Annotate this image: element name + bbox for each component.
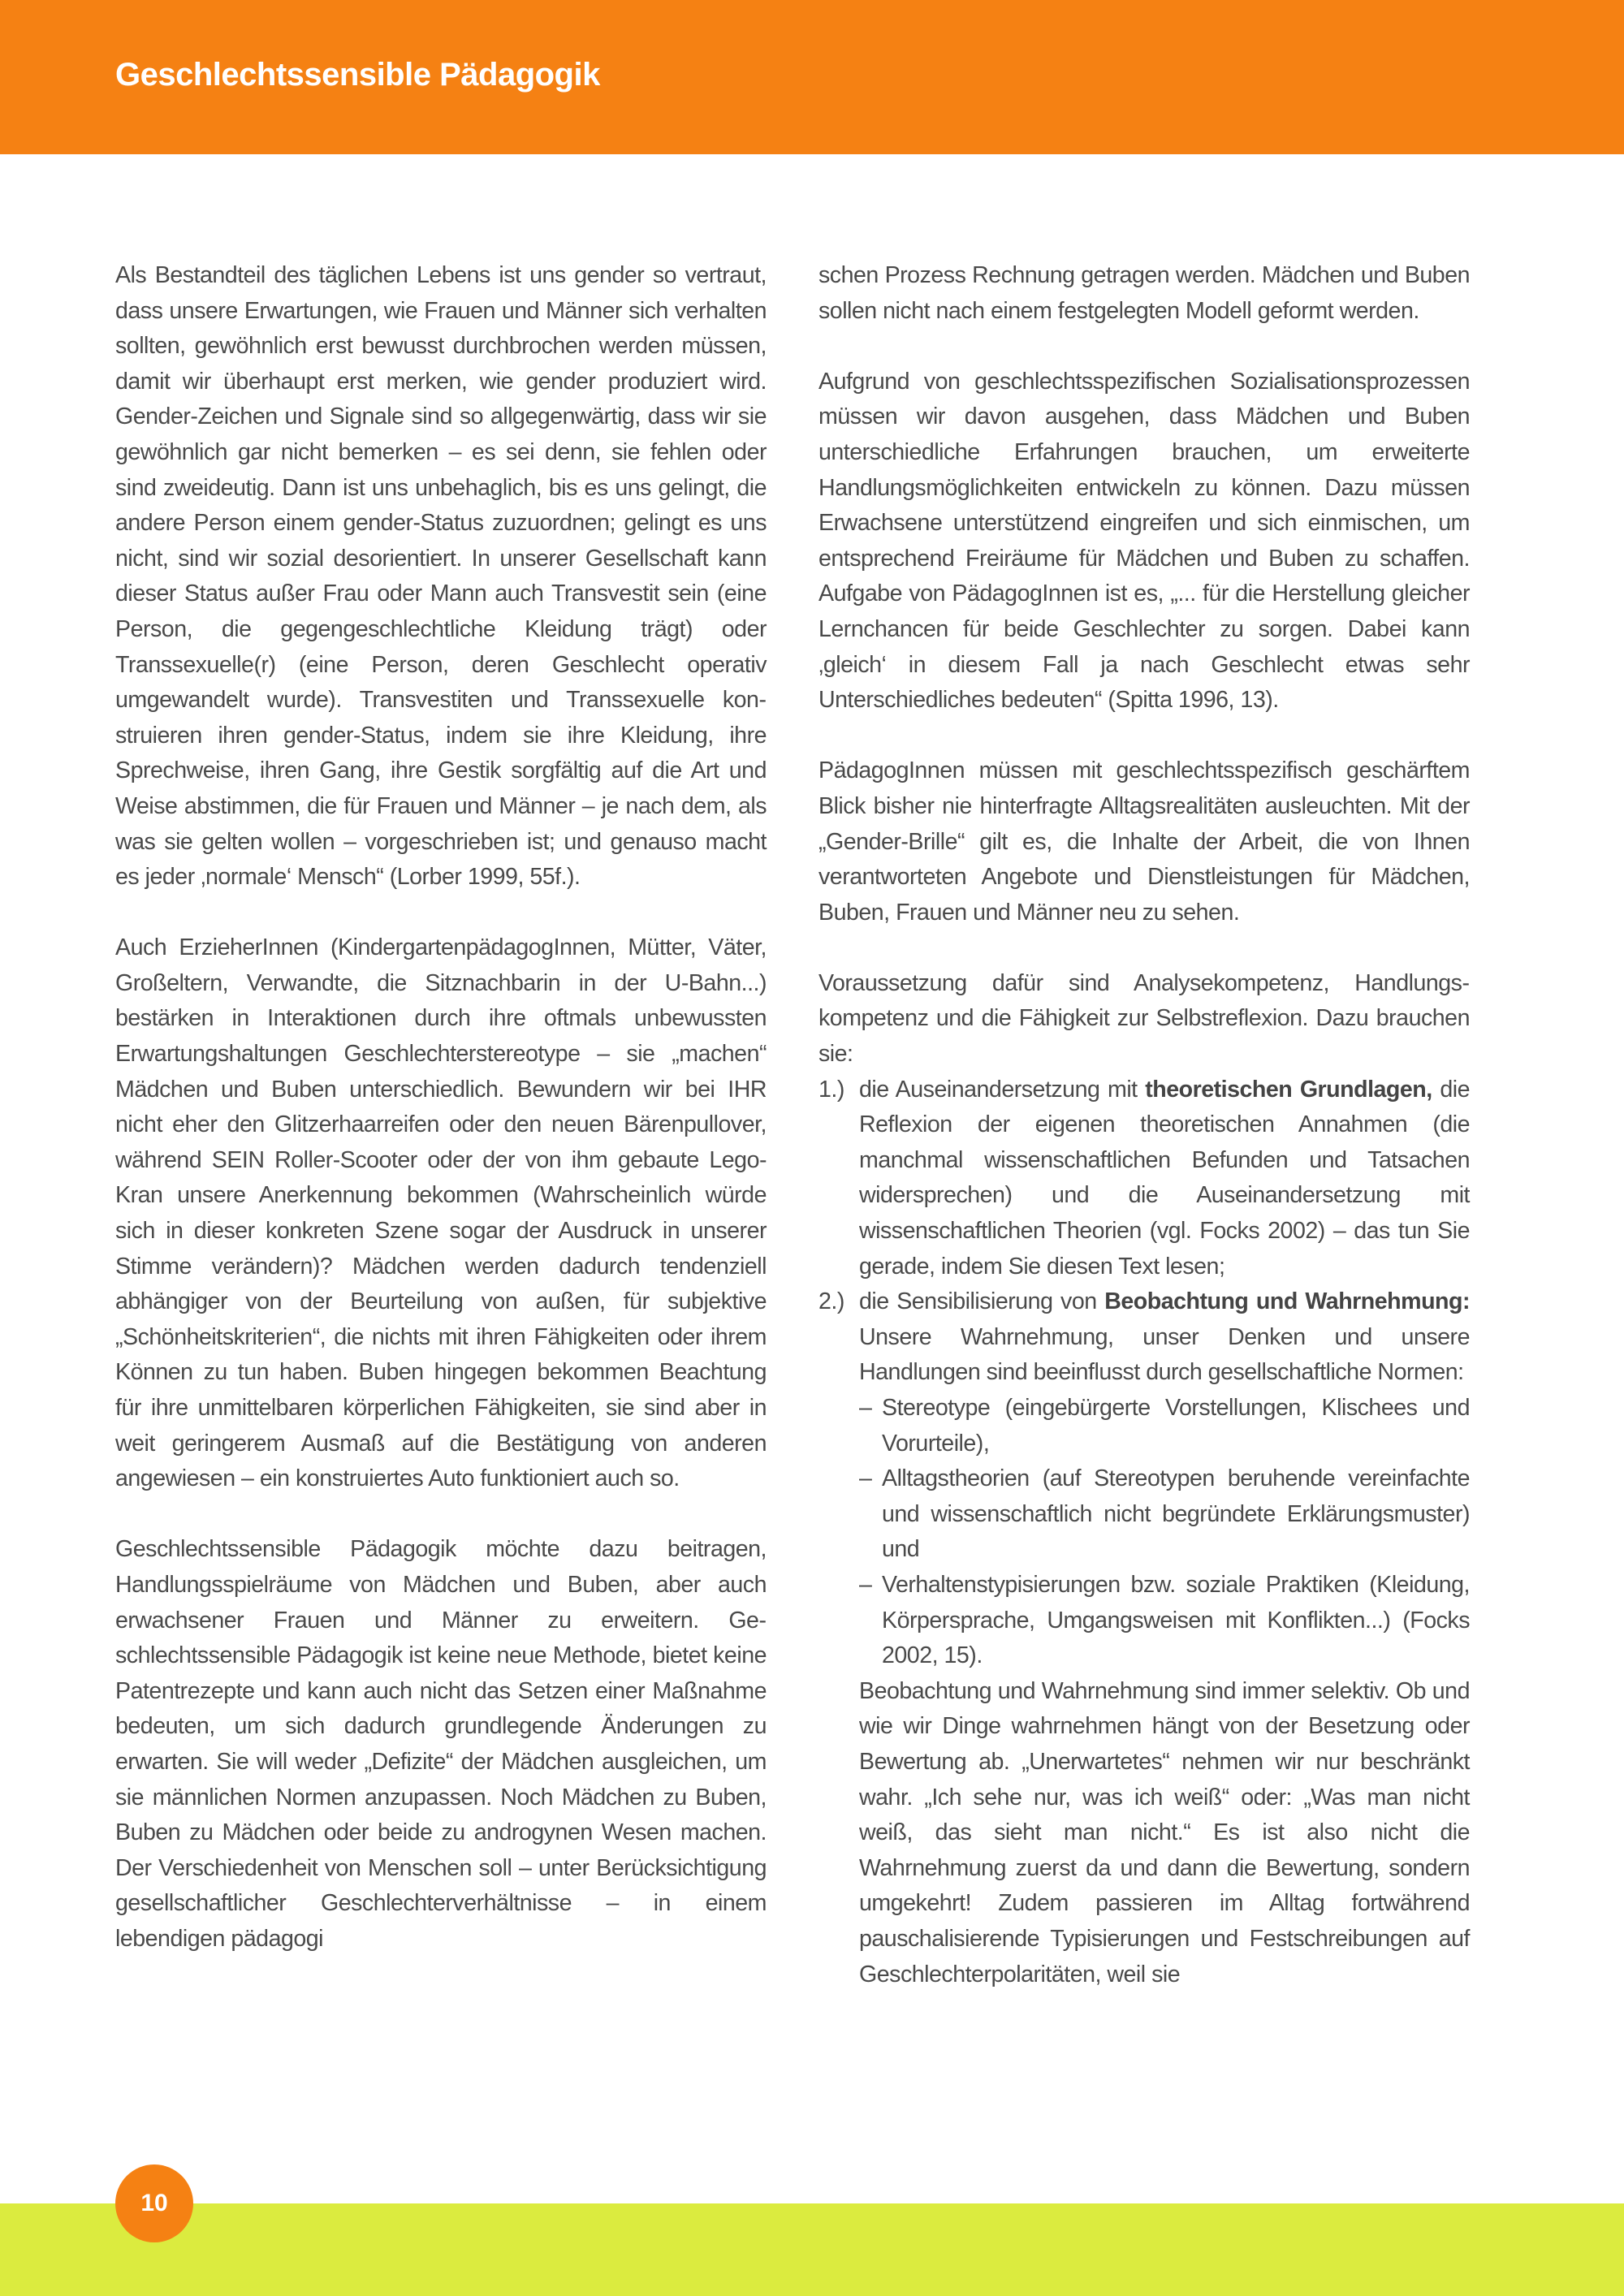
page-header [0, 0, 1624, 154]
page-number: 10 [140, 2190, 168, 2216]
sub-list-item-text: Alltagstheorien (auf Stereotypen beruhende vereinfachte und wissenschaftlich nicht begründete Erklärungsmuster) und [882, 1465, 1470, 1563]
list-item-text: die Sensibilisierung von [859, 1288, 1105, 1315]
sub-list-item [859, 1461, 1470, 1568]
paragraph: PädagogInnen müssen mit geschlechtsspezifisch geschärftem Blick bisher nie hinterfragte Alltagsrealitäten ausleuchten. Mit der „Gender-Brille“ gilt es, die Inhalte der Arbeit, die von Ihnen verantworteten Angebote und Dienstleistungen für Mädchen, Buben, Frauen und Männer neu zu sehen. [818, 757, 1470, 926]
list-marker: 1.) [818, 1076, 844, 1103]
page-title: Geschlechtssensible Pädagogik [115, 57, 600, 93]
paragraph: Auch ErzieherInnen (KindergartenpädagogInnen, Mütter, Väter, Großeltern, Verwandte, die Sitznachbarin in der U-Bahn...) bestärken in Interaktionen durch ihre oftmals unbewussten Erwartungshaltungen Geschlechterstereotype – sie „machen“ Mädchen und Buben unterschiedlich. Bewundern wir bei IHR nicht eher den Glitzerhaarreifen oder den neuen Bärenpullover, während SEIN Roller-Scooter oder der von ihm gebaute Lego-Kran unsere Anerkennung bekommen (Wahrscheinlich würde sich in dieser konkreten Szene sogar der Ausdruck in unserer Stimme verändern)? Mädchen werden dadurch tendenziell abhängiger von der Beurteilung von außen, für subjektive „Schönheitskriterien“, die nichts mit ihren Fähigkeiten oder ihrem Können zu tun haben. Buben hingegen bekommen Beachtung für ihre unmittelbaren körperlichen Fähigkeiten, sie sind aber in weit geringerem Ausmaß auf die Bestätigung von anderen angewiesen – ein konstruiertes Auto funktioniert auch so. [115, 934, 767, 1492]
list-item-text: die Auseinandersetzung mit [859, 1076, 1146, 1103]
list-marker: 2.) [818, 1288, 844, 1315]
sub-list-item-text: Stereotype (eingebürgerte Vorstellungen, Klischees und Vorurteile), [882, 1395, 1470, 1457]
paragraph: Aufgrund von geschlechtsspezifischen Sozialisationsprozessen müssen wir davon ausgehen, dass Mädchen und Buben unterschiedliche Erfahrungen brauchen, um erweiterte Handlungsmöglichkeiten entwickeln zu können. Dazu müssen Erwachsene unterstützend eingreifen und sich einmischen, um entsprechend Freiräume für Mädchen und Buben zu schaffen. Aufgabe von PädagogInnen ist es, „... für die Herstellung gleicher Lernchancen für beide Geschlechter zu sorgen. Dabei kann ‚gleich‘ in diesem Fall ja nach Geschlecht etwas sehr Unterschiedliches bedeuten“ (Spitta 1996, 13). [818, 368, 1470, 714]
list-item-text: Unsere Wahrnehmung, unser Denken und unsere Handlungen sind beeinflusst durch gesellschaftliche Normen: [859, 1323, 1470, 1386]
sub-list-item [859, 1568, 1470, 1674]
left-column [115, 258, 767, 1957]
dash-list [859, 1391, 1470, 1674]
dash-marker: – [859, 1571, 872, 1598]
numbered-list [818, 1072, 1470, 1674]
sub-list-item [859, 1391, 1470, 1461]
paragraph: Geschlechtssensible Pädagogik möchte dazu beitragen, Handlungsspielräume von Mädchen und Buben, aber auch erwachsener Frauen und Männer zu erweitern. Geschlechtssensible Pädagogik ist keine neue Methode, bietet keine Patentrezepte und kann auch nicht das Setzen einer Maßnahme bedeuten, um sich dadurch grundlegende Änderungen zu erwarten. Sie will weder „Defizite“ der Mädchen ausgleichen, um sie männlichen Normen anzupassen. Noch Mädchen zu Buben, Buben zu Mädchen oder beide zu androgynen Wesen machen. Der Verschiedenheit von Menschen soll – unter Berücksichtigung gesellschaftlicher Geschlechterverhältnisse – in einem lebendigen pädagogi [115, 1536, 767, 1952]
list-item-emphasis: theoretischen Grundlagen, [1145, 1076, 1432, 1103]
sub-list-item-text: Verhaltenstypisierungen bzw. soziale Praktiken (Kleidung, Körpersprache, Umgangsweisen mit Konflikten...) (Focks 2002, 15). [882, 1571, 1470, 1669]
paragraph: Beobachtung und Wahrnehmung sind immer selektiv. Ob und wie wir Dinge wahrnehmen hängt von der Besetzung oder Bewertung ab. „Unerwartetes“ nehmen wir nur beschränkt wahr. „Ich sehe nur, was ich weiß“ oder: „Was man nicht weiß, das sieht man nicht.“ Es ist also nicht die Wahrnehmung zuerst da und dann die Bewertung, sondern umgekehrt! Zudem passieren im Alltag fortwährend pauschalisierende Typisierungen und Festschreibungen auf Geschlechterpolaritäten, weil sie [859, 1677, 1470, 1987]
list-item [818, 1284, 1470, 1674]
page-number-badge [115, 2164, 193, 2242]
paragraph: schen Prozess Rechnung getragen werden. Mädchen und Buben sollen nicht nach einem festgelegten Modell geformt werden. [818, 262, 1470, 324]
right-column [818, 258, 1470, 1992]
footer-band [0, 2203, 1624, 2296]
dash-marker: – [859, 1465, 872, 1492]
paragraph: Voraussetzung dafür sind Analysekompetenz, Handlungskompetenz und die Fähigkeit zur Selbstreflexion. Dazu brauchen sie: [818, 969, 1470, 1068]
list-item-text: die Reflexion der eigenen theoretischen Annahmen (die manchmal wissenschaftlichen Befunden und Tatsachen widersprechen) und die Auseinandersetzung mit wissenschaftlichen Theorien (vgl. Focks 2002) – das tun Sie gerade, indem Sie diesen Text lesen; [859, 1076, 1470, 1280]
dash-marker: – [859, 1395, 872, 1421]
paragraph: Als Bestandteil des täglichen Lebens ist uns gender so vertraut, dass unsere Erwartungen, wie Frauen und Männer sich verhalten sollten, gewöhnlich erst bewusst durchbrochen werden müssen, damit wir überhaupt erst merken, wie gender produziert wird. Gender-Zeichen und Signale sind so allgegenwärtig, dass wir sie gewöhnlich gar nicht bemerken – es sei denn, sie fehlen oder sind zweideutig. Dann ist uns unbehaglich, bis es uns gelingt, die andere Person einem gender-Status zuzuordnen; gelingt es uns nicht, sind wir sozial desorientiert. In unserer Gesellschaft kann dieser Status außer Frau oder Mann auch Transvestit sein (eine Person, die gegengeschlechtliche Kleidung trägt) oder Transsexuelle(r) (eine Person, deren Geschlecht operativ umgewandelt wurde). Transvestiten und Transsexuelle konstruieren ihren gender-Status, indem sie ihre Kleidung, ihre Sprechweise, ihren Gang, ihre Gestik sorgfältig auf die Art und Weise abstimmen, die für Frauen und Männer – je nach dem, als was sie gelten wollen – vorgeschrieben ist; und genauso macht es jeder ‚normale‘ Mensch“ (Lorber 1999, 55f.). [115, 262, 767, 891]
list-item [818, 1072, 1470, 1285]
list-item-emphasis: Beobachtung und Wahrnehmung: [1104, 1288, 1470, 1315]
